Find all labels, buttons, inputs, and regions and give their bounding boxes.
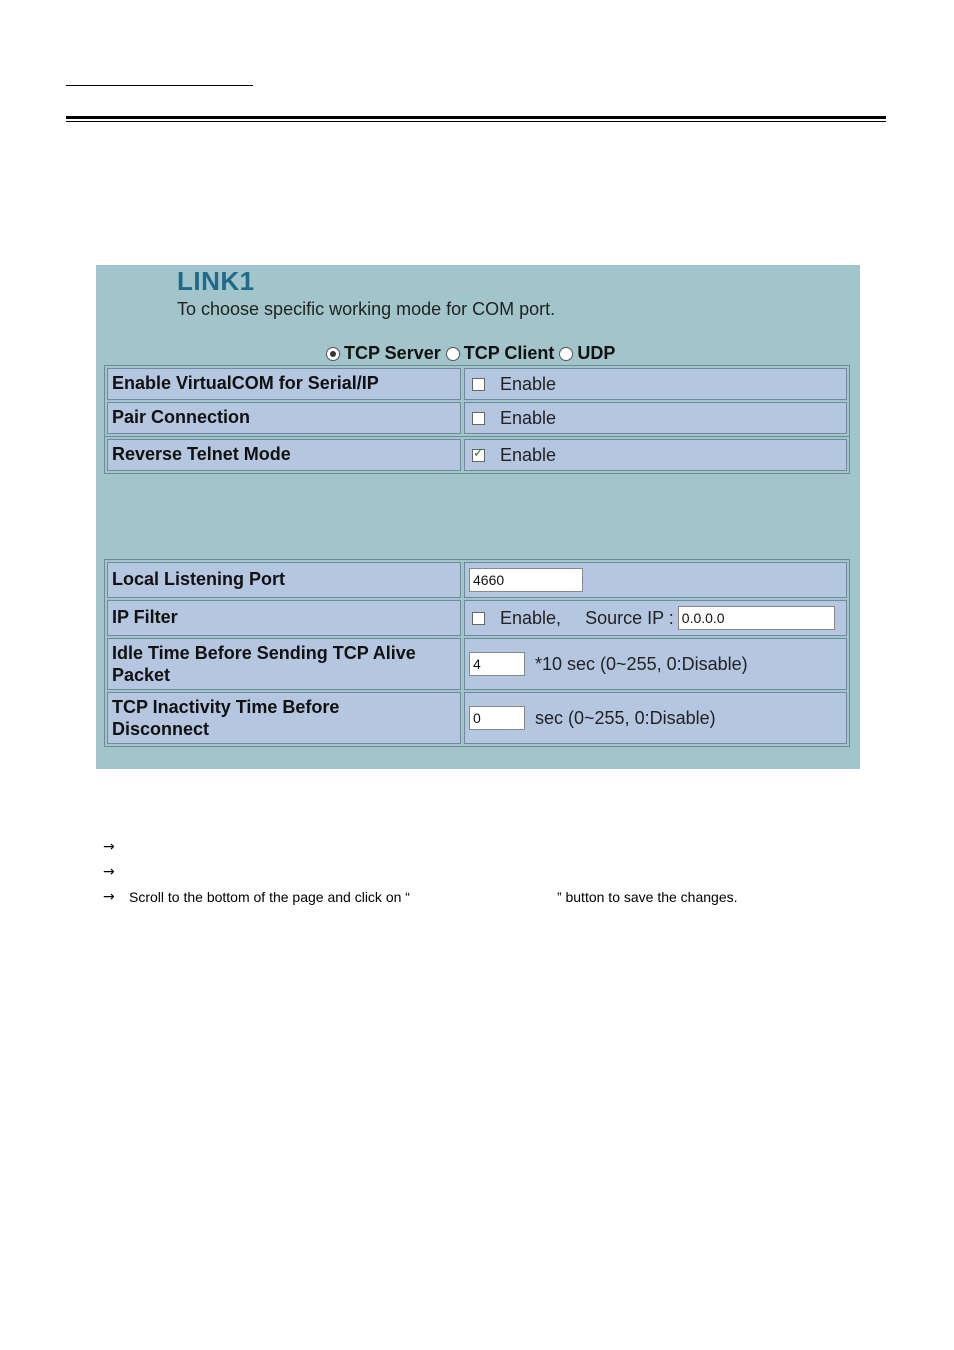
setting-value [464,692,847,744]
instruction-list [103,834,738,909]
setting-row-idle-time [107,638,847,690]
options-table-1 [104,365,850,437]
reverse-telnet-checkbox[interactable] [472,449,485,462]
setting-value [464,600,847,636]
radio-tcp-server[interactable] [326,347,340,361]
radio-tcp-client[interactable] [446,347,460,361]
link1-panel [96,265,860,769]
option-label: Enable VirtualCOM for Serial/IP [107,368,461,400]
inactivity-time-hint: sec (0~255, 0:Disable) [535,707,716,728]
setting-value [464,638,847,690]
radio-tcp-server-label: TCP Server [344,343,441,363]
setting-label: IP Filter [107,600,461,636]
header-rule [66,116,886,119]
radio-udp[interactable] [559,347,573,361]
instruction-text-prefix: Scroll to the bottom of the page and click on “ [129,888,410,905]
settings-table [104,559,850,747]
option-label: Reverse Telnet Mode [107,439,461,471]
instruction-text-suffix: ” button to save the changes. [556,888,738,905]
source-ip-label: Source IP : [585,607,674,628]
setting-label [107,638,461,690]
idle-label-line2: Packet [112,665,171,685]
checkbox-label: Enable [500,444,557,465]
instruction-item [103,834,738,859]
checkbox-label: Enable [500,407,557,428]
arrow-right-icon: → [103,863,115,880]
option-row-pair-connection [107,402,847,434]
setting-value [464,562,847,598]
inactivity-time-input[interactable] [469,706,525,730]
panel-title: LINK1 [177,266,255,296]
option-value [464,402,847,434]
idle-label-line1: Idle Time Before Sending TCP Alive [112,643,416,663]
pair-connection-checkbox[interactable] [472,412,485,425]
option-row-reverse-telnet [107,439,847,471]
mode-selector [324,343,618,364]
option-value [464,368,847,400]
option-value [464,439,847,471]
idle-time-input[interactable] [469,652,525,676]
instruction-item [103,884,738,909]
checkbox-label: Enable [500,373,557,394]
inactivity-label-line1: TCP Inactivity Time Before [112,697,340,717]
header-underline [66,85,253,86]
ip-filter-checkbox[interactable] [472,612,485,625]
instruction-item [103,859,738,884]
option-row-virtualcom [107,368,847,400]
setting-row-inactivity [107,692,847,744]
setting-label [107,692,461,744]
virtualcom-checkbox[interactable] [472,378,485,391]
ip-filter-enable-label: Enable, [500,607,562,628]
radio-udp-label: UDP [577,343,616,363]
inactivity-label-line2: Disconnect [112,719,210,739]
arrow-right-icon: → [103,838,115,855]
panel-subtitle: To choose specific working mode for COM port. [177,299,556,319]
header-rule-thin [66,121,886,122]
setting-row-local-port [107,562,847,598]
setting-row-ip-filter [107,600,847,636]
source-ip-input[interactable] [678,606,835,630]
arrow-right-icon: → [103,888,115,905]
radio-tcp-client-label: TCP Client [463,343,555,363]
option-label: Pair Connection [107,402,461,434]
setting-label: Local Listening Port [107,562,461,598]
local-port-input[interactable] [469,568,583,592]
options-table-2 [104,436,850,474]
idle-time-hint: *10 sec (0~255, 0:Disable) [535,653,748,674]
